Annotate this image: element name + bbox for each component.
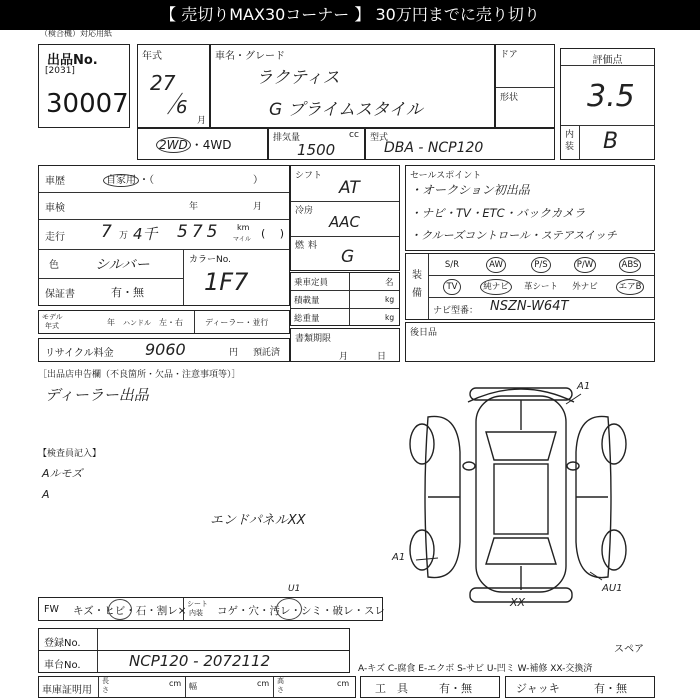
interior-value: B (603, 129, 619, 154)
mileage-man-unit: 万 (119, 231, 129, 241)
spare-tire-label: スペア (614, 644, 644, 655)
score-value: 3.5 (587, 79, 635, 114)
equipment-item: S/R (444, 260, 460, 270)
recycle-unit: 円 (229, 348, 239, 358)
sales-points-box (405, 165, 655, 251)
capacity-col-line (349, 273, 350, 325)
score-box (560, 48, 655, 160)
car-damage-diagram (398, 382, 638, 607)
mileage-label: 走行 (45, 232, 65, 243)
door-shape-box (495, 44, 555, 128)
load-label: 積載量 (294, 296, 320, 306)
row-divider (291, 290, 399, 291)
damage-mark: A1 (392, 552, 406, 563)
damage-row (38, 597, 383, 621)
warranty-label: 保証書 (45, 289, 75, 300)
later-items-box (405, 322, 655, 362)
interior-col-line (579, 125, 580, 159)
front-right-wheel (602, 424, 626, 464)
front-left-wheel (410, 424, 434, 464)
damage-mark: AU1 (602, 583, 623, 594)
equipment-item: P/S (520, 257, 562, 273)
year-value: 27 (150, 71, 176, 95)
inspector-line: A (42, 488, 50, 501)
jack-value: 有・無 (594, 682, 627, 695)
seat-label-2: 内装 (189, 609, 203, 617)
row-divider (291, 308, 399, 309)
color-value: シルバー (95, 257, 150, 273)
handle-label: ハンドル (123, 319, 151, 327)
garage-length-unit: cm (169, 679, 182, 688)
seat-hand-circle (276, 598, 302, 620)
inspector-line: エンドパネルXX (210, 513, 306, 528)
model-code-value: DBA - NCP120 (384, 140, 484, 156)
history-rest: ・（ (139, 175, 154, 186)
history-label: 車歴 (45, 176, 65, 187)
displacement-box (268, 128, 365, 160)
row-divider (39, 249, 289, 250)
color-no-divider (183, 249, 184, 305)
inspection-year-unit: 年 (189, 202, 199, 212)
row-divider (291, 236, 399, 237)
inspection-label: 車検 (45, 203, 65, 214)
model-year-label-2: 年式 (45, 322, 59, 330)
tools-row (360, 676, 500, 698)
tools-value: 有・無 (439, 682, 472, 695)
displacement-value: 1500 (297, 141, 336, 159)
month-unit: 月 (197, 116, 207, 126)
fuel-label: 燃料 (295, 241, 322, 251)
mileage-unit-km: km (237, 223, 250, 232)
garage-height-unit: cm (337, 679, 350, 688)
row-divider (428, 275, 654, 276)
drivetrain-table (290, 165, 400, 271)
chassis-row (38, 650, 350, 673)
equipment-box (405, 253, 655, 320)
chassis-value: NCP120 - 2072112 (129, 652, 271, 670)
recycle-label: リサイクル料金 (45, 348, 114, 359)
jack-label: ジャッキ (516, 682, 560, 695)
garage-width-unit: cm (257, 679, 270, 688)
capacity-unit: 名 (385, 278, 394, 288)
gross-label: 総重量 (294, 314, 320, 324)
recycle-value: 9060 (145, 340, 186, 359)
damage-mark: XX (510, 596, 526, 609)
equipment-label-2: 備 (412, 288, 422, 299)
equipment-item: AW (475, 257, 517, 273)
door-label: ドア (500, 50, 518, 60)
model-code-box (365, 128, 555, 160)
left-mirror (463, 462, 475, 470)
equipment-col-line (428, 254, 429, 319)
ac-label: 冷房 (295, 206, 314, 216)
inspector-line: Aルモズ (42, 467, 83, 480)
chassis-col-line (97, 651, 98, 672)
lot-number-box (38, 44, 130, 128)
equipment-item: ABS (609, 257, 651, 273)
recycle-status: 預託済 (253, 348, 281, 358)
score-label: 評価点 (592, 55, 623, 66)
handle-value: 左・右 (159, 318, 183, 327)
model-year-unit: 年 (107, 318, 115, 327)
registration-label: 登録No. (44, 638, 81, 649)
model-code-label: 型式 (370, 133, 389, 143)
later-items-label: 後日品 (410, 328, 438, 338)
shift-label: シフト (295, 171, 323, 181)
equipment-item: P/W (564, 257, 606, 273)
dealer-divider (194, 311, 195, 333)
color-no-value: 1F7 (204, 268, 249, 296)
garage-label: 車庫証明用 (42, 685, 92, 696)
inspector-label: 【検査員記入】 (38, 449, 102, 459)
model-year-box (137, 44, 210, 128)
gross-unit: kg (385, 313, 395, 322)
door-divider (496, 87, 554, 88)
seller-notes-value: ディーラー出品 (45, 386, 149, 404)
windshield (486, 432, 556, 460)
sales-point-line: ・クルーズコントロール・ステアスイッチ (410, 229, 617, 242)
mileage-man: 7 (101, 222, 112, 242)
score-divider (561, 65, 654, 66)
model-year-row (38, 310, 290, 334)
drive-2wd: 2WD (156, 137, 191, 153)
rear-window (486, 538, 556, 564)
row-divider (39, 192, 289, 193)
equipment-item: エアB (609, 279, 651, 295)
docs-day-unit: 日 (377, 352, 387, 362)
drive-options (156, 136, 232, 153)
capacity-table (290, 272, 400, 326)
registration-col-line (97, 629, 98, 650)
garage-col-line (98, 677, 99, 697)
row-divider (39, 278, 183, 279)
model-grade-box (210, 44, 495, 128)
navi-model-value: NSZN-W64T (490, 299, 569, 314)
right-mirror (567, 462, 579, 470)
model-grade: G プライムスタイル (269, 100, 423, 120)
recycle-row (38, 338, 290, 362)
seller-notes-label: ［出品店申告欄（不良箇所・欠品・注意事項等）］ (38, 370, 241, 380)
drive-box (137, 128, 268, 160)
navi-model-label: ナビ型番： (433, 306, 479, 316)
model-grade-label: 車名・グレード (215, 51, 285, 62)
fw-hand-circle (108, 599, 132, 620)
model-name: ラクティス (256, 68, 340, 88)
lot-number-label: 出品No. (47, 53, 98, 68)
load-unit: kg (385, 295, 395, 304)
damage-legend: A-キズ C-腐食 E-エクボ S-サビ U-凹ミ W-補修 XX-交換済 (358, 664, 593, 674)
dealer-value: ディーラー・並行 (205, 318, 269, 327)
month-value: 6 (176, 97, 188, 118)
garage-length-label: 長さ (102, 677, 109, 694)
top-banner: 【 売切りMAX30コーナー 】 30万円までに売り切り (0, 0, 700, 30)
inspection-month-unit: 月 (253, 202, 263, 212)
form-note: （検合機）対応用紙 (40, 30, 112, 38)
row-divider (291, 201, 399, 202)
row-divider (428, 297, 654, 298)
chassis-label: 車台No. (44, 660, 81, 671)
docs-deadline-box (290, 328, 400, 362)
docs-month-unit: 月 (339, 352, 349, 362)
row-divider (39, 219, 289, 220)
seat-items: コゲ・穴・汚レ・シミ・破レ・スレ (217, 605, 385, 617)
fuel-value: G (341, 247, 355, 267)
equipment-item: 外ナビ (572, 282, 598, 292)
registration-row (38, 628, 350, 651)
shift-value: AT (339, 178, 360, 198)
garage-col-line (185, 677, 186, 697)
roof (494, 464, 548, 534)
rear-right-wheel (602, 530, 626, 570)
docs-label: 書類期限 (295, 334, 332, 344)
ac-value: AAC (329, 213, 360, 231)
vehicle-info-table (38, 165, 290, 306)
interior-label: 内装 (565, 130, 575, 152)
sales-point-line: ・ナビ・TV・ETC・バックカメラ (410, 206, 586, 220)
equipment-item: 純ナビ (475, 279, 517, 295)
tools-label: 工 具 (375, 682, 408, 695)
equipment-label-1: 装 (412, 270, 422, 281)
history-option: 自家用 (103, 174, 139, 187)
damage-mark: A1 (577, 381, 591, 392)
shape-label: 形状 (500, 93, 519, 103)
equipment-item: TV (431, 279, 473, 295)
drive-separator: ・ (190, 138, 203, 152)
seat-divider (183, 598, 184, 620)
garage-width-label: 幅 (189, 682, 197, 691)
lot-number: 30007 (46, 89, 129, 119)
rear-left-wheel (410, 530, 434, 570)
history-close: ） (253, 175, 263, 186)
mileage-unit-mile: マイル (233, 236, 251, 243)
fw-label: FW (44, 604, 59, 615)
jack-row (505, 676, 655, 698)
equipment-item: 革シート (523, 282, 558, 292)
mileage-paren: ( ) (261, 227, 285, 240)
sales-point-line: ・オークション初出品 (410, 183, 530, 197)
garage-col-line (273, 677, 274, 697)
front-bumper (470, 388, 572, 400)
interior-divider (561, 125, 654, 126)
capacity-label: 乗車定員 (294, 278, 329, 288)
color-label: 色 (49, 260, 59, 271)
warranty-value: 有・無 (111, 286, 144, 299)
displacement-unit: cc (349, 130, 359, 140)
year-label: 年式 (142, 51, 162, 62)
garage-cert-row (38, 676, 356, 698)
drive-4wd: 4WD (202, 138, 232, 152)
displacement-label: 排気量 (273, 133, 301, 143)
lot-code: [2031] (45, 66, 75, 76)
fw-items: キズ・ヒビ・石・割レ× (73, 605, 187, 617)
mileage-rest: 575 (177, 222, 222, 242)
model-year-label-1: モデル (42, 313, 63, 321)
garage-height-label: 高さ (277, 677, 284, 694)
seat-label-1: シート (187, 600, 208, 608)
history-value (103, 171, 154, 186)
sales-points-label: セールスポイント (410, 171, 482, 181)
mileage-sen: 4千 (133, 225, 158, 243)
seat-damage-mark: U1 (288, 584, 301, 594)
color-no-label: カラーNo. (189, 255, 231, 265)
